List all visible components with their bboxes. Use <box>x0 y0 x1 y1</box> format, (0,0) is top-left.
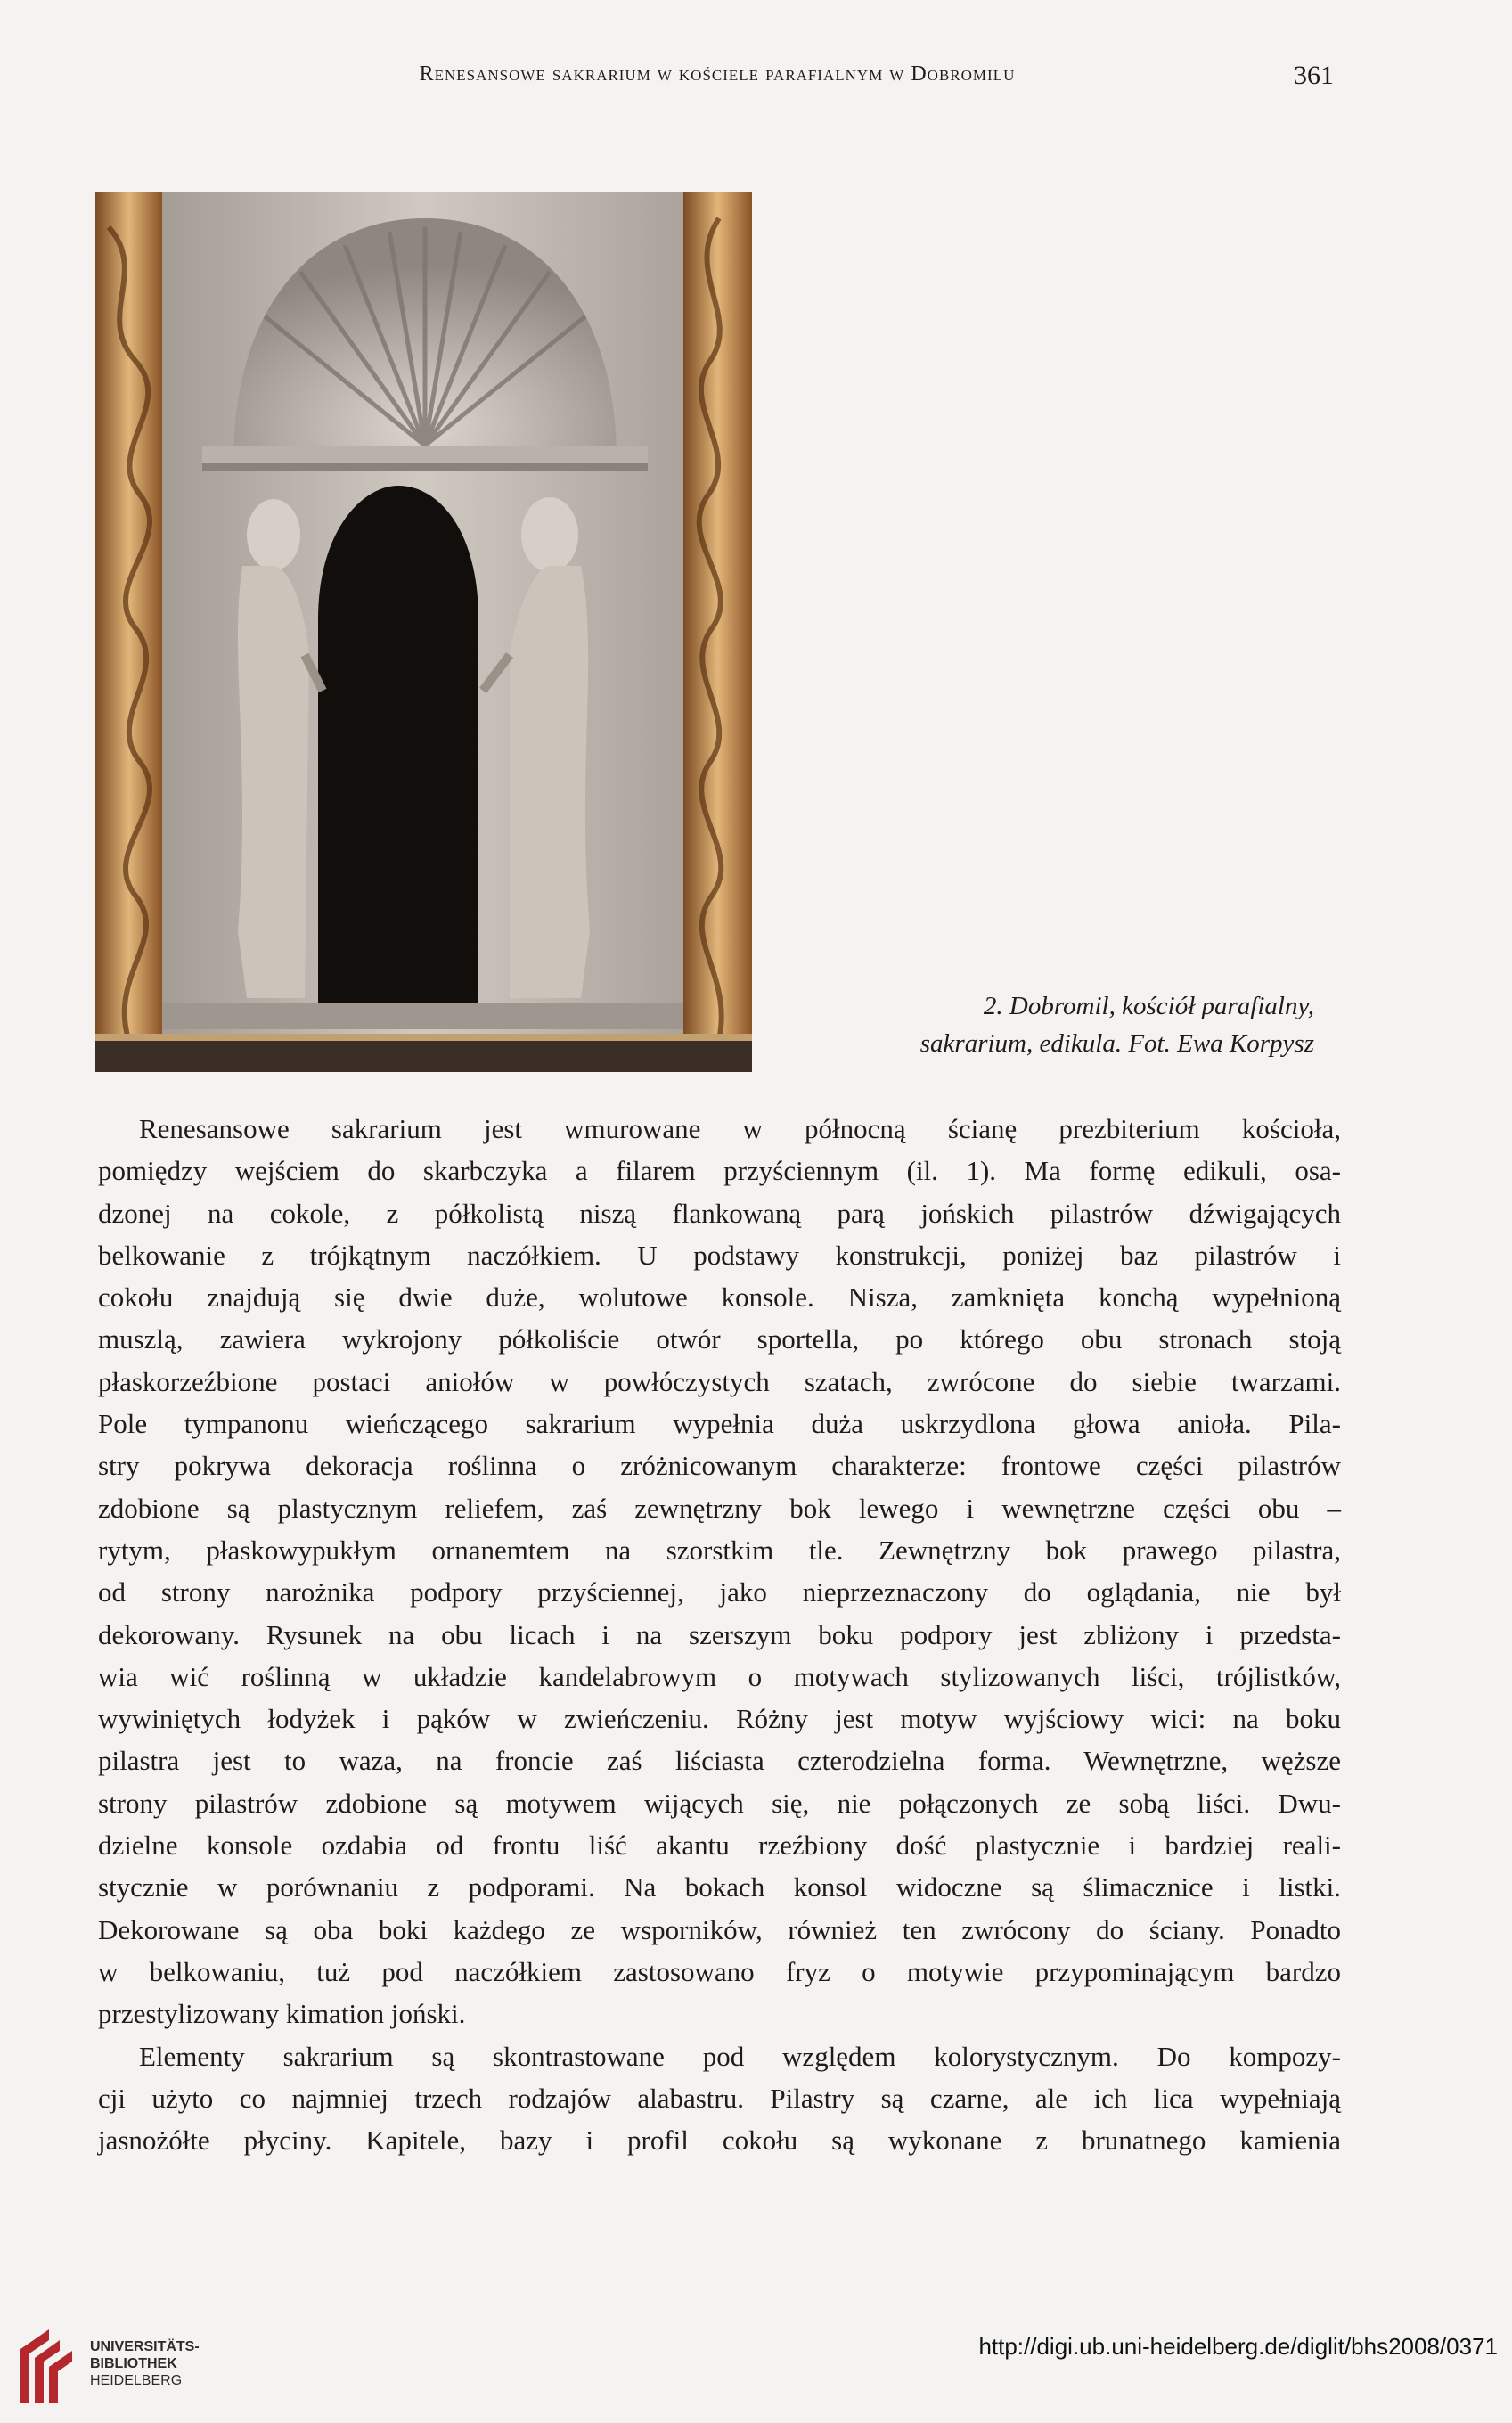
library-name-line-3: HEIDELBERG <box>90 2373 183 2388</box>
library-logo[interactable] <box>13 2322 245 2407</box>
text-line: cokołu znajdują się dwie duże, wolutowe konsole. Nisza, zamknięta konchą wypełnioną <box>98 1281 1341 1314</box>
library-emblem-icon <box>13 2322 78 2407</box>
text-line: strony pilastrów zdobione są motywem wijących się, nie połączonych ze sobą liści. Dwu- <box>98 1787 1341 1819</box>
text-line: dzonej na cokole, z półkolistą niszą flankowaną parą jońskich pilastrów dźwigających <box>98 1197 1341 1229</box>
text-line: Renesansowe sakrarium jest wmurowane w północną ścianę prezbiterium kościoła, <box>139 1113 1341 1144</box>
library-name-line-2: BIBLIOTHEK <box>90 2356 177 2371</box>
text-line: pomiędzy wejściem do skarbczyka a filarem przyściennym (il. 1). Ma formę edikuli, osa- <box>98 1155 1341 1187</box>
page-number: 361 <box>1294 61 1334 90</box>
text-line: wia wić roślinną w układzie kandelabrowym o motywach stylizowanych liści, trójlistków, <box>98 1660 1341 1692</box>
text-line: muszlą, zawiera wykrojony półkoliście otwór sportella, po którego obu stronach stoją <box>98 1323 1341 1355</box>
text-line: wywiniętych łodyżek i pąków w zwieńczeniu. Różny jest motyw wyjściowy wici: na boku <box>98 1703 1341 1735</box>
sacrarium-photograph <box>95 192 752 1072</box>
text-line: Pole tympanonu wieńczącego sakrarium wypełnia duża uskrzydlona głowa anioła. Pila- <box>98 1408 1341 1440</box>
text-line: przestylizowany kimation joński. <box>98 1998 466 2030</box>
body-text <box>98 1108 1341 2161</box>
caption-line-1: 2. Dobromil, kościół parafialny, <box>983 992 1314 1020</box>
text-line: płaskorzeźbione postaci aniołów w powłóczystych szatach, zwrócone do siebie twarzami. <box>98 1365 1341 1397</box>
text-line: pilastra jest to waza, na froncie zaś liściasta czterodzielna forma. Wewnętrzne, węższe <box>98 1745 1341 1777</box>
text-line: Elementy sakrarium są skontrastowane pod względem kolorystycznym. Do kompozy- <box>139 2040 1341 2072</box>
text-line: od strony narożnika podpory przyściennej, jako nieprzeznaczony do oglądania, nie był <box>98 1576 1341 1609</box>
text-line: jasnożółte płyciny. Kapitele, bazy i profil cokołu są wykonane z brunatnego kamienia <box>98 2124 1341 2157</box>
text-line: rytym, płaskowypukłym ornanemtem na szorstkim tle. Zewnętrzny bok prawego pilastra, <box>98 1534 1341 1566</box>
running-title: Renesansowe sakrarium w kościele parafialnym w Dobromilu <box>419 62 1016 86</box>
text-line: dekorowany. Rysunek na obu licach i na szerszym boku podpory jest zbliżony i przedsta- <box>98 1618 1341 1650</box>
text-line: dzielne konsole ozdabia od frontu liść akantu rzeźbiony dość plastycznie i bardziej reali- <box>98 1830 1341 1862</box>
text-line: w belkowaniu, tuż pod naczółkiem zastosowano fryz o motywie przypominającym bardzo <box>98 1955 1341 1987</box>
text-line: cji użyto co najmniej trzech rodzajów alabastru. Pilastry są czarne, ale ich lica wypełniają <box>98 2082 1341 2114</box>
caption-line-2: sakrarium, edikula. Fot. Ewa Korpysz <box>919 1029 1314 1058</box>
text-line: stycznie w porównaniu z podporami. Na bokach konsol widoczne są ślimacznice i listki. <box>98 1871 1341 1903</box>
figure-caption <box>780 987 1314 1062</box>
library-name-line-1: UNIVERSITÄTS- <box>90 2339 200 2354</box>
text-line: stry pokrywa dekoracja roślinna o zróżnicowanym charakterze: frontowe części pilastrów <box>98 1450 1341 1482</box>
text-line: zdobione są plastycznym reliefem, zaś zewnętrzny bok lewego i wewnętrzne części obu – <box>98 1492 1341 1524</box>
text-line: belkowanie z trójkątnym naczółkiem. U podstawy konstrukcji, poniżej baz pilastrów i <box>98 1239 1341 1271</box>
text-line: Dekorowane są oba boki każdego ze wsporników, również ten zwrócony do ściany. Ponadto <box>98 1913 1341 1945</box>
source-url-link[interactable]: http://digi.ub.uni-heidelberg.de/diglit/bhs2008/0371 <box>978 2333 1498 2360</box>
